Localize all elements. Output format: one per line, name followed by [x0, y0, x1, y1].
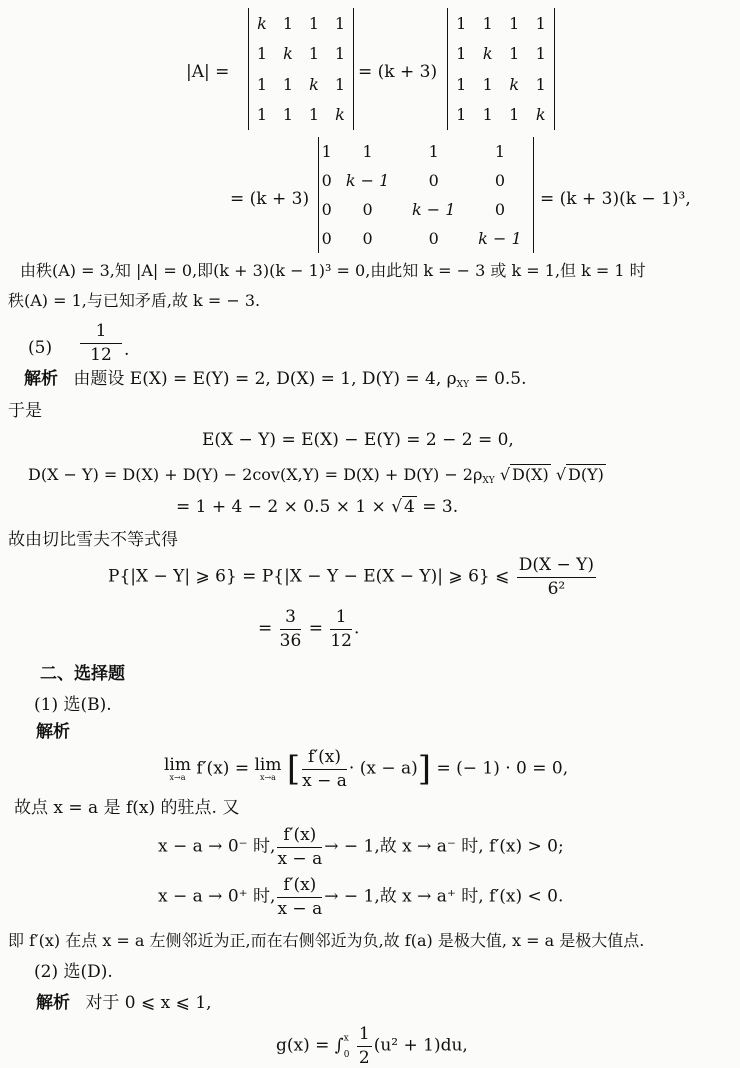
case-right: x − a → 0⁺ 时, $\frac{f'(x)}{x - a}$ → − 1,故 x → a⁺ 时, f′(x) < 0.: [158, 875, 564, 919]
eq-expectation: E(X − Y) = E(X) − E(Y) = 2 − 2 = 0,: [202, 430, 514, 450]
matrix-a-cell: 1: [256, 74, 268, 94]
matrix-b-cell: 1: [535, 74, 546, 94]
matrix-b-cell: 1: [509, 13, 520, 33]
matrix-a-row: [249, 8, 353, 39]
analysis-line: 解析 由题设 E(X) = E(Y) = 2, D(X) = 1, D(Y) = 4, $\rho_{XY} = 0.5$.: [24, 369, 527, 390]
matrix-c-cell: 1: [321, 142, 332, 161]
matrix-c-row: [319, 137, 533, 166]
matrix-c-cell: 0: [494, 200, 505, 219]
matrix-b-cell: 1: [509, 44, 520, 64]
matrix-a-cell: 1: [308, 13, 320, 33]
matrix-a-cell: 1: [308, 105, 320, 125]
matrix-a-row: [249, 100, 353, 131]
eq-variance-line2: = 1 + 4 − 2 × 0.5 × 1 × √ 4 = 3.: [176, 497, 459, 517]
matrix-a-cell: 1: [334, 74, 346, 94]
matrix-a-cell: k: [283, 44, 293, 64]
matrix-c-cell: 0: [321, 171, 332, 190]
matrix-c-cell: 0: [362, 200, 373, 219]
eq1-mid: = (k + 3): [358, 62, 438, 82]
matrix-b-cell: k: [509, 74, 520, 94]
matrix-b-cell: 1: [456, 44, 467, 64]
matrix-c-cell: 1: [362, 142, 373, 161]
matrix-a-cell: 1: [256, 105, 268, 125]
matrix-c-row: [319, 166, 533, 195]
matrix-a-cell: k: [309, 74, 319, 94]
matrix-a-row: [249, 69, 353, 100]
matrix-b-cell: 1: [535, 44, 546, 64]
matrix-b-row: [448, 8, 554, 39]
answer-5-dot: .: [124, 340, 130, 360]
matrix-c-cell: 0: [428, 229, 439, 248]
matrix-a: [248, 8, 354, 130]
matrix-b-cell: 1: [535, 13, 546, 33]
matrix-a-cell: 1: [282, 74, 294, 94]
matrix-c-cell: k − 1: [478, 229, 522, 248]
matrix-b-cell: 1: [482, 13, 493, 33]
yushi-text: 于是: [8, 401, 42, 421]
answer-5-label: (5): [28, 338, 53, 358]
matrix-b-cell: 1: [509, 105, 520, 125]
matrix-a-row: [249, 39, 353, 70]
matrix-b-cell: 1: [456, 105, 467, 125]
matrix-c-cell: 0: [321, 200, 332, 219]
eq-variance-line1: $D(X - Y) = D(X) + D(Y) - 2cov(X,Y) = D(X) + D(Y) - 2\rho_{XY}$ √ D(X) √ D(Y): [28, 465, 604, 486]
eq2-rhs: = (k + 3)(k − 1)³,: [540, 189, 691, 209]
matrix-b-cell: k: [482, 44, 493, 64]
matrix-c-cell: 0: [362, 229, 373, 248]
matrix-c-row: [319, 195, 533, 224]
matrix-c-cell: 0: [321, 229, 332, 248]
matrix-b-row: [448, 39, 554, 70]
matrix-b-cell: 1: [482, 105, 493, 125]
matrix-a-cell: 1: [334, 13, 346, 33]
matrix-c-cell: k − 1: [412, 200, 456, 219]
case-left: x − a → 0⁻ 时, $\frac{f'(x)}{x - a}$ → − 1,故 x → a⁻ 时, f′(x) > 0;: [158, 825, 564, 869]
matrix-c-cell: k − 1: [345, 171, 390, 190]
conclusion-text: 即 f′(x) 在点 x = a 左侧邻近为正,而在右侧邻近为负,故 f(a) 是极大值, x = a 是极大值点.: [8, 931, 645, 950]
matrix-a-cell: k: [335, 105, 345, 125]
matrix-b-cell: k: [535, 105, 546, 125]
matrix-a-cell: k: [257, 13, 267, 33]
matrix-a-cell: 1: [256, 44, 268, 64]
section-heading: 二、选择题: [40, 664, 125, 684]
matrix-c-cell: 1: [494, 142, 505, 161]
matrix-c-cell: 1: [428, 142, 439, 161]
matrix-c-cell: 0: [428, 171, 439, 190]
matrix-c: [318, 137, 534, 253]
eq-limit: lim x→a f′(x) = lim x→a [ $\frac{f'(x)}{x - a}$ · (x − a)] = (− 1) · 0 = 0,: [164, 747, 569, 791]
matrix-c-cell: 0: [494, 171, 505, 190]
choice-1: (1) 选(B).: [34, 695, 112, 715]
matrix-c-row: [319, 224, 533, 253]
paragraph-rank-line2: 秩(A) = 1,与已知矛盾,故 k = − 3.: [8, 291, 261, 310]
choice-2: (2) 选(D).: [34, 962, 113, 982]
analysis-line-3: 解析 对于 0 ⩽ x ⩽ 1,: [36, 993, 212, 1013]
matrix-b-cell: 1: [456, 74, 467, 94]
analysis-label-2: 解析: [36, 722, 70, 742]
matrix-b-row: [448, 69, 554, 100]
stationary-point-text: 故点 x = a 是 f(x) 的驻点. 又: [14, 798, 240, 818]
paragraph-rank-line1: 由秩(A) = 3,知 |A| = 0,即(k + 3)(k − 1)³ = 0,由此知 k = − 3 或 k = 1,但 k = 1 时: [20, 261, 646, 280]
matrix-b-cell: 1: [456, 13, 467, 33]
matrix-b-row: [448, 100, 554, 131]
matrix-a-cell: 1: [334, 44, 346, 64]
eq-g-integral: g(x) = ∫$^x_0$ $\frac{1}{2}$ (u² + 1)du,: [276, 1024, 468, 1068]
eq1-lhs: |A| =: [186, 62, 230, 82]
matrix-a-cell: 1: [308, 44, 320, 64]
matrix-b: [447, 8, 555, 130]
eq-probability-result: = $\frac{3}{36}$ = $\frac{1}{12}$ .: [258, 607, 360, 651]
matrix-a-cell: 1: [282, 105, 294, 125]
matrix-b-cell: 1: [482, 74, 493, 94]
chebyshev-text: 故由切比雪夫不等式得: [8, 530, 178, 550]
eq2-lhs: = (k + 3): [230, 189, 310, 209]
matrix-a-cell: 1: [282, 13, 294, 33]
eq-probability: P{|X − Y| ⩾ 6} = P{|X − Y − E(X − Y)| ⩾ 6} ⩽ $\frac{D(X - Y)}{\text{6²}}$: [108, 555, 595, 599]
answer-5-value: $\frac{1}{12}$: [78, 322, 124, 364]
